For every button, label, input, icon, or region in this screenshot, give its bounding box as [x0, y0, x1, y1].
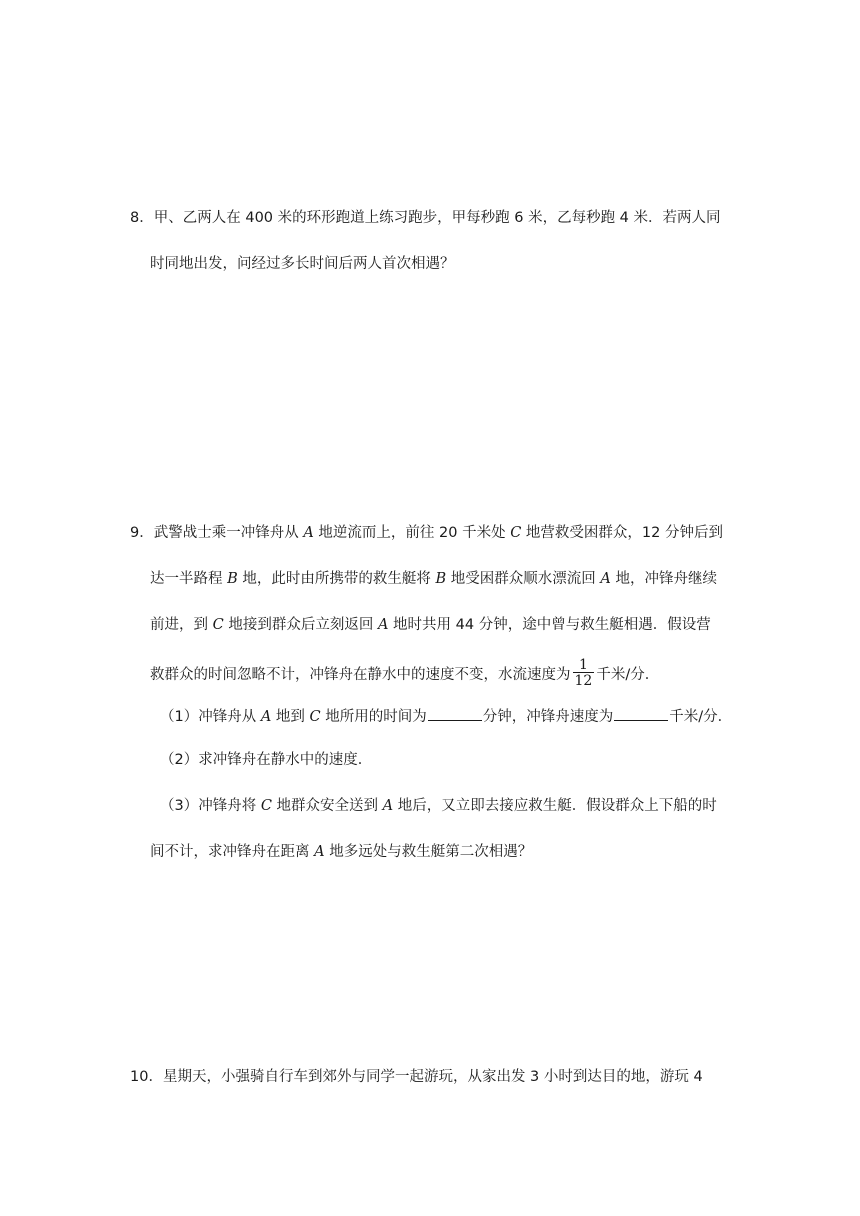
q9-number: 9． [130, 525, 154, 541]
q9-line-4 [150, 657, 660, 690]
q10-text-1: 星期天，小强骑自行车到郊外与同学一起游玩，从家出发 3 小时到达目的地，游玩 4 [162, 1069, 703, 1085]
point-a-label: A [303, 525, 314, 541]
q9-text: 地营救受困群众，12 分钟后到 [521, 525, 723, 541]
q9-part-2 [160, 750, 372, 770]
point-a-label: A [600, 571, 611, 587]
point-a-label: A [314, 844, 325, 860]
q9-text: 分钟，冲锋舟速度为 [482, 709, 614, 725]
point-c-label: C [260, 798, 272, 814]
q8-number: 8． [130, 210, 154, 226]
point-c-label: C [309, 709, 321, 725]
q9-line-3 [150, 615, 711, 635]
q9-text: 前进，到 [150, 617, 213, 633]
q9-text: 千米/分． [669, 709, 733, 725]
q9-text: （3）冲锋舟将 [160, 798, 261, 814]
water-speed-fraction [573, 658, 595, 688]
point-c-label: C [212, 617, 224, 633]
q9-part-3-line-1 [160, 796, 717, 816]
q9-part-1 [160, 706, 732, 727]
q8-line-1 [130, 208, 721, 228]
q9-text: 地到 [271, 709, 310, 725]
q9-line-1 [130, 523, 723, 543]
q10-number: 10． [130, 1069, 163, 1085]
q8-line-2 [150, 254, 455, 274]
q9-text: 千米/分． [596, 667, 660, 683]
point-a-label: A [260, 709, 272, 725]
fraction-denominator: 12 [574, 673, 593, 689]
q9-part-3-line-2 [150, 842, 532, 862]
q9-text: 地时共用 44 分钟，途中曾与救生艇相遇．假设营 [388, 617, 711, 633]
answer-blank-time[interactable] [428, 706, 482, 721]
q8-text-2: 时同地出发，问经过多长时间后两人首次相遇？ [150, 256, 455, 272]
q9-text: 地接到群众后立刻返回 [223, 617, 378, 633]
point-c-label: C [510, 525, 522, 541]
q9-text: 地逆流而上，前往 20 千米处 [313, 525, 511, 541]
point-a-label: A [382, 798, 394, 814]
q9-text: 地后，又立即去接应救生艇．假设群众上下船的时 [393, 798, 717, 814]
q9-text: 地群众安全送到 [271, 798, 383, 814]
q9-text: （2）求冲锋舟在静水中的速度． [160, 752, 373, 768]
q9-text: （1）冲锋舟从 [160, 709, 261, 725]
q9-text: 地，冲锋舟继续 [610, 571, 717, 587]
answer-blank-speed[interactable] [614, 706, 668, 721]
point-b-label: B [227, 571, 238, 587]
q9-text: 地，此时由所携带的救生艇将 [237, 571, 436, 587]
point-b-label: B [435, 571, 447, 587]
q9-line-2 [150, 569, 717, 589]
q9-text: 达一半路程 [150, 571, 228, 587]
q9-text: 间不计，求冲锋舟在距离 [150, 844, 315, 860]
q10-line-1 [130, 1067, 703, 1087]
q8-text-1: 甲、乙两人在 400 米的环形跑道上练习跑步，甲每秒跑 6 米，乙每秒跑 4 米．若两人同 [153, 210, 721, 226]
fraction-numerator: 1 [578, 657, 588, 673]
q9-text: 地所用的时间为 [320, 709, 427, 725]
q9-text: 地受困群众顺水漂流回 [446, 571, 601, 587]
q9-text: 武警战士乘一冲锋舟从 [153, 525, 304, 541]
q9-text: 地多远处与救生艇第二次相遇？ [324, 844, 533, 860]
q9-text: 救群众的时间忽略不计，冲锋舟在静水中的速度不变，水流速度为 [150, 667, 571, 683]
point-a-label: A [377, 617, 389, 633]
